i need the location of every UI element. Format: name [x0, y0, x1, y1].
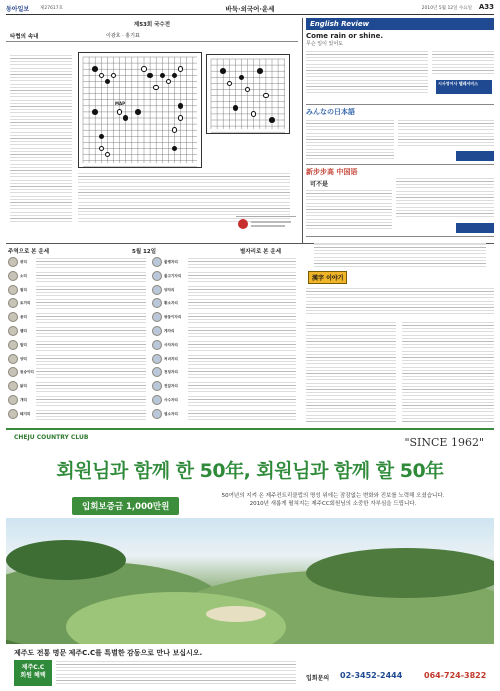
zodiac-animal-label: 범띠: [20, 287, 27, 292]
ad-phone-1: 02-3452-2444: [340, 671, 403, 680]
ad-since: "SINCE 1962": [404, 436, 484, 449]
star-sign-fortune-text: [188, 326, 296, 337]
zodiac-animal-icon: [8, 409, 18, 419]
hanja-section: [306, 236, 494, 426]
star-sign-fortune-text: [188, 340, 296, 351]
zodiac-animal-label: 돼지띠: [20, 411, 31, 416]
zodiac-animal-icon: [8, 395, 18, 405]
zodiac-animal-icon: [8, 271, 18, 281]
zodiac-fortune-text: [36, 298, 146, 309]
zodiac-animal-label: 쥐띠: [20, 260, 27, 264]
zodiac-fortune-text: [36, 326, 146, 337]
zodiac-fortune-text: [36, 312, 146, 323]
badge-line: 제주C.C: [21, 664, 45, 671]
badge-line: 회원 혜택: [20, 672, 46, 679]
star-sign-fortune-text: [188, 381, 296, 392]
chinese-text-2: [396, 177, 494, 219]
zodiac-fortune-text: [36, 271, 146, 282]
star-sign-label: 사자자리: [164, 342, 178, 347]
star-sign-icon: [152, 326, 162, 336]
black-stone: [269, 117, 275, 123]
zodiac-animal-label: 용띠: [20, 315, 27, 320]
zodiac-animal-label: 토끼띠: [20, 301, 31, 306]
black-stone: [257, 68, 263, 74]
zodiac-fortune-text: [36, 257, 146, 268]
white-stone: [99, 73, 105, 79]
star-sign-label: 쌍둥이자리: [164, 315, 182, 320]
cheju-cc-advertisement: [6, 428, 494, 687]
black-stone: [92, 66, 98, 72]
zodiac-animal-icon: [8, 340, 18, 350]
english-review-text: [306, 50, 428, 96]
black-stone: [220, 68, 226, 74]
ad-footer: [6, 646, 494, 689]
section-title: 바둑·외국어·운세: [225, 5, 275, 13]
black-stone: [147, 73, 153, 79]
zodiac-animal-icon: [8, 298, 18, 308]
zodiac-fortune-text: [36, 395, 146, 406]
star-sign-icon: [152, 354, 162, 364]
zodiac-animal-label: 원숭이띠: [20, 370, 34, 375]
white-stone: [263, 93, 269, 99]
star-sign-label: 처녀자리: [164, 356, 178, 361]
go-players: 이광호 · 홍기표: [106, 33, 140, 39]
ad-brand: CHEJU COUNTRY CLUB: [14, 434, 89, 441]
chinese-header: 新步步高 中国语: [306, 168, 358, 176]
english-review-side: [432, 50, 494, 76]
star-sign-fortune-text: [188, 285, 296, 296]
star-sign-icon: [152, 298, 162, 308]
hanja-lead-text: [306, 287, 494, 317]
star-sign-fortune-text: [188, 271, 296, 282]
ad-footer-text: [56, 660, 296, 686]
chinese-sponsor: [456, 223, 494, 233]
white-player: 홍기표: [125, 33, 140, 39]
chinese-section: [306, 164, 494, 234]
ad-body-line: 2010년 새롭게 펼쳐지는 제주CC회원님의 소중한 자부심을 드립니다.: [249, 501, 417, 507]
zodiac-animal-label: 양띠: [20, 356, 27, 361]
star-sign-label: 양자리: [164, 287, 175, 292]
star-sign-icon: [152, 381, 162, 391]
zodiac-animal-icon: [8, 285, 18, 295]
star-sign-fortune-text: [188, 395, 296, 406]
go-commentary-text: [10, 54, 72, 222]
ad-footer-title: 제주도 전통 명문 제주C.C를 특별한 감동으로 만나 보십시오.: [14, 649, 203, 657]
go-sponsor-bar: [236, 216, 296, 232]
english-sponsor: 시사영어사 텔레서비스: [436, 80, 492, 94]
ad-body-text: [218, 492, 448, 508]
zodiac-fortune-text: [36, 285, 146, 296]
star-sign-fortune-text: [188, 367, 296, 378]
zodiac-animal-label: 뱀띠: [20, 329, 27, 333]
zodiac-fortune-text: [36, 409, 146, 420]
go-board-diagram: [78, 52, 202, 168]
black-stone: [233, 105, 239, 111]
zodiac-animal-icon: [8, 354, 18, 364]
zodiac-fortune-text: [36, 381, 146, 392]
ad-phone-label: 입회문의: [306, 675, 330, 682]
go-column-header: 제53회 국수전: [133, 22, 171, 28]
white-stone: [117, 109, 123, 115]
english-review-subtitle: 무슨 일이 있어도: [306, 41, 343, 47]
english-review-header: English Review: [306, 18, 494, 30]
star-sign-label: 황소자리: [164, 301, 178, 306]
ad-fee-badge: 입회보증금 1,000만원: [72, 497, 179, 515]
horoscope-date: 5월 12일: [132, 249, 157, 255]
zodiac-animal-icon: [8, 312, 18, 322]
horoscope-right-heading: 별자리로 본 운세: [240, 249, 282, 255]
star-sign-label: 전갈자리: [164, 384, 178, 389]
black-stone: [92, 109, 98, 115]
star-sign-icon: [152, 257, 162, 267]
white-stone: [141, 66, 147, 72]
star-sign-fortune-text: [188, 409, 296, 420]
go-variation-diagram: [206, 54, 290, 134]
star-sign-icon: [152, 409, 162, 419]
japanese-text: [306, 119, 394, 159]
hanja-body-right: [402, 321, 494, 423]
horoscope-left-heading: 주역으로 본 운세: [8, 249, 50, 255]
zodiac-fortune-text: [36, 354, 146, 365]
star-sign-label: 물병자리: [164, 260, 178, 264]
hanja-body-left: [306, 321, 396, 423]
star-sign-icon: [152, 367, 162, 377]
star-sign-fortune-text: [188, 257, 296, 268]
english-review-title: Come rain or shine.: [306, 32, 384, 40]
ad-body-line: 50여년의 지켜 온 제주컨트리클럽의 명성 위에는 잠잠없는 변화와 진보를 노력해 오셨습니다.: [221, 493, 445, 499]
issue-info: 제27617호: [40, 6, 64, 11]
paper-logo: 동아일보: [6, 6, 30, 13]
star-sign-icon: [152, 395, 162, 405]
zodiac-animal-label: 소띠: [20, 273, 27, 278]
zodiac-fortune-text: [36, 340, 146, 351]
star-sign-fortune-text: [188, 298, 296, 309]
star-sign-label: 염소자리: [164, 411, 178, 416]
black-player: 이광호: [106, 33, 121, 39]
star-sign-icon: [152, 271, 162, 281]
zodiac-animal-label: 개띠: [20, 398, 27, 402]
star-sign-icon: [152, 285, 162, 295]
issue-date: 2010년 5월 12일 수요일: [421, 6, 472, 11]
star-sign-icon: [152, 312, 162, 322]
zodiac-animal-icon: [8, 381, 18, 391]
english-review: [306, 18, 494, 100]
go-commentary-text-2: [78, 172, 290, 222]
zodiac-animal-label: 닭띠: [20, 384, 27, 389]
go-match-title: 타협의 속내: [10, 34, 39, 40]
japanese-sponsor: [456, 151, 494, 161]
chinese-keyword: 可不是: [310, 181, 329, 188]
star-sign-label: 천칭자리: [164, 370, 178, 375]
ad-slogan: 회원님과 함께 한 50年, 회원님과 함께 할 50年: [56, 460, 444, 482]
black-stone: [99, 134, 105, 140]
board-label: MAP: [115, 101, 126, 106]
japanese-header: みんなの日本語: [306, 108, 355, 116]
hanja-header: 漢字 이야기: [308, 271, 347, 284]
chinese-text: [306, 189, 392, 231]
page-number: A33: [478, 3, 494, 11]
japanese-section: [306, 104, 494, 162]
zodiac-animal-label: 말띠: [20, 342, 27, 347]
ad-member-badge: [14, 660, 52, 686]
zodiac-animal-icon: [8, 257, 18, 267]
star-sign-label: 게자리: [164, 329, 175, 333]
hanja-title-block: [314, 243, 486, 267]
star-sign-label: 사수자리: [164, 398, 178, 402]
zodiac-animal-icon: [8, 326, 18, 336]
golf-course-photo: [6, 518, 494, 644]
go-column: [6, 18, 298, 240]
black-stone: [135, 109, 141, 115]
black-stone: [160, 73, 166, 79]
zodiac-fortune-text: [36, 367, 146, 378]
star-sign-label: 물고기자리: [164, 273, 182, 278]
japanese-text-2: [398, 119, 494, 149]
star-sign-fortune-text: [188, 354, 296, 365]
star-sign-fortune-text: [188, 312, 296, 323]
masthead: [6, 3, 494, 15]
star-sign-icon: [152, 340, 162, 350]
black-stone: [178, 103, 184, 109]
horoscope-section: [6, 245, 298, 425]
ad-phone-2: 064-724-3822: [424, 671, 487, 680]
zodiac-animal-icon: [8, 367, 18, 377]
